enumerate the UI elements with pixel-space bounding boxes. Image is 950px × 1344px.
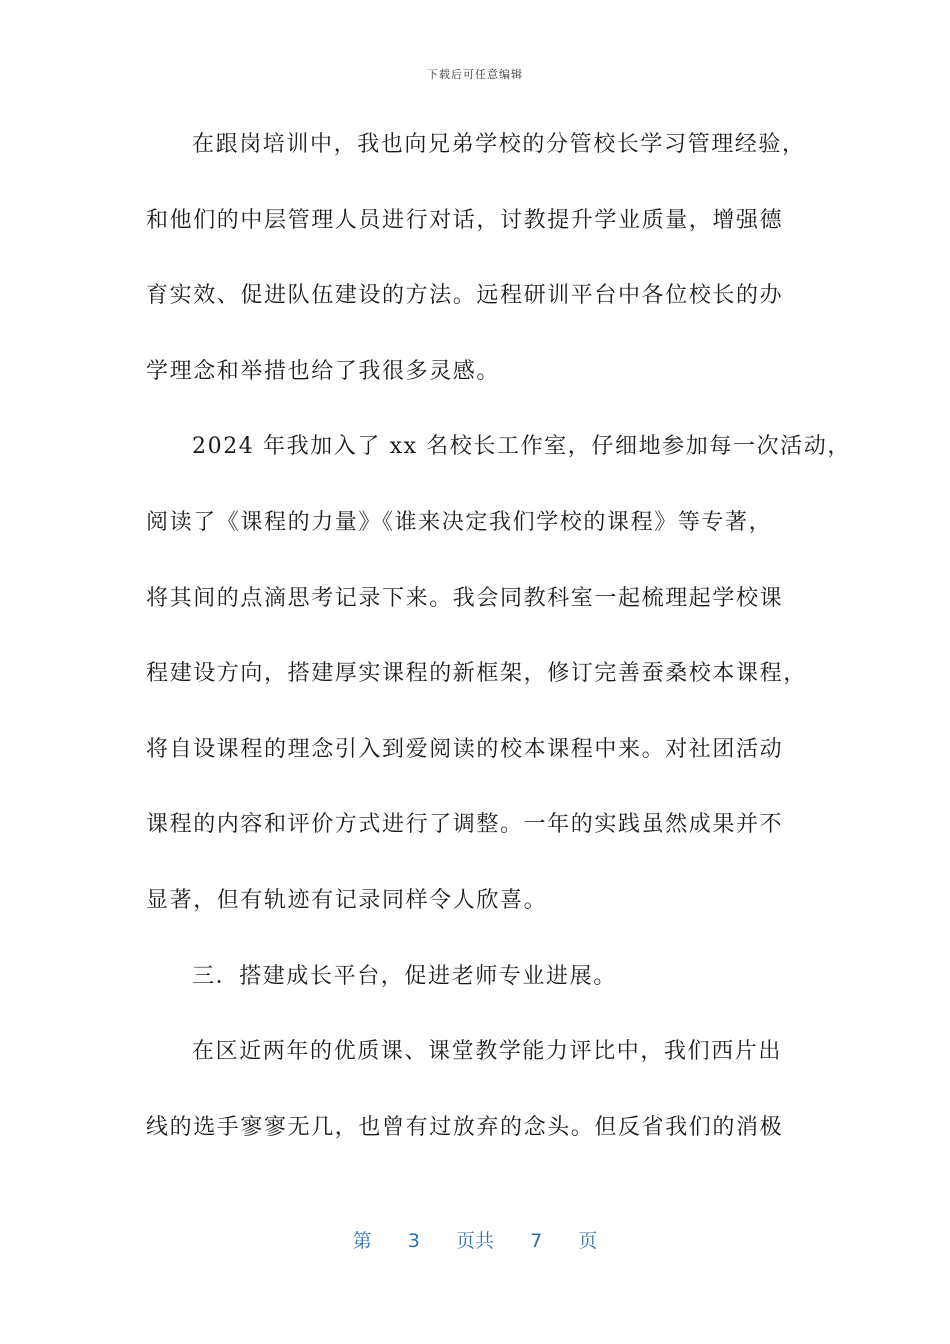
paragraph-line: 显著，但有轨迹有记录同样令人欣喜。 [146, 887, 548, 913]
page-suffix: 页 [578, 1230, 598, 1252]
document-body [146, 124, 851, 1182]
paragraph-line: 阅读了《课程的力量》《谁来决定我们学校的课程》等专著， [146, 509, 773, 535]
paragraph-line: 在跟岗培训中，我也向兄弟学校的分管校长学习管理经验， [192, 132, 806, 157]
paragraph-line: 学理念和举措也给了我很多灵感。 [146, 358, 501, 384]
paragraph-line: 在区近两年的优质课、课堂教学能力评比中，我们西片出 [192, 1039, 783, 1065]
current-page-number: 3 [407, 1230, 420, 1252]
paragraph-line: 2024 年我加入了 xx 名校长工作室，仔细地参加每一次活动， [192, 434, 851, 460]
paragraph-line: 和他们的中层管理人员进行对话，讨教提升学业质量，增强德 [146, 207, 784, 233]
total-pages-number: 7 [530, 1230, 543, 1252]
page-mid-text: 页共 [455, 1230, 494, 1252]
download-note: 下载后可任意编辑 [427, 68, 523, 81]
paragraph-line: 线的选手寥寥无几，也曾有过放弃的念头。但反省我们的消极 [146, 1114, 784, 1140]
page-number-footer [0, 1226, 950, 1253]
section-heading: 三．搭建成长平台，促进老师专业进展。 [192, 963, 617, 989]
paragraph-line: 将其间的点滴思考记录下来。我会同教科室一起梳理起学校课 [146, 585, 784, 611]
paragraph-line: 育实效、促进队伍建设的方法。远程研训平台中各位校长的办 [146, 283, 784, 309]
paragraph-line: 程建设方向，搭建厚实课程的新框架，修订完善蚕桑校本课程， [146, 661, 807, 687]
page-prefix: 第 [352, 1230, 372, 1252]
paragraph-line: 将自设课程的理念引入到爱阅读的校本课程中来。对社团活动 [146, 736, 784, 762]
paragraph-line: 课程的内容和评价方式进行了调整。一年的实践虽然成果并不 [146, 812, 784, 838]
